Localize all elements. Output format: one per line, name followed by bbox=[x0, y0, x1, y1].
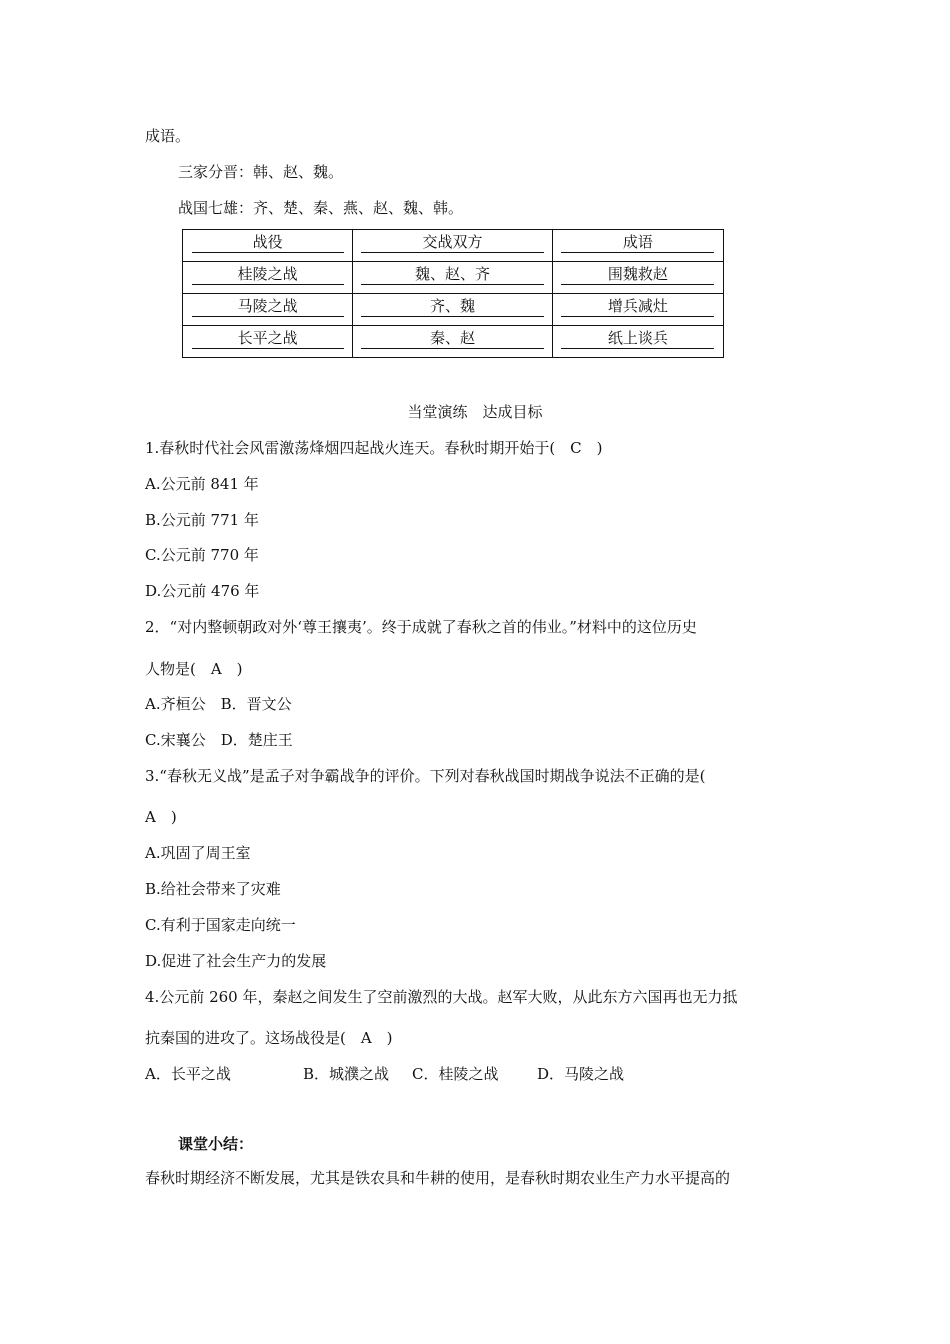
table-row bbox=[183, 326, 724, 358]
question-1-option-c: C.公元前 770 年 bbox=[145, 546, 259, 564]
header-battle: 战役 bbox=[192, 233, 344, 253]
question-1-option-a: A.公元前 841 年 bbox=[145, 475, 259, 493]
question-3-option-a: A.巩固了周王室 bbox=[145, 844, 251, 862]
table-header-row bbox=[183, 230, 724, 262]
battle-sides: 秦、赵 bbox=[361, 329, 544, 349]
question-4-option-b: B．城濮之战 bbox=[303, 1065, 390, 1083]
battle-sides: 齐、魏 bbox=[361, 297, 544, 317]
battle-idiom: 纸上谈兵 bbox=[561, 329, 714, 349]
table-header-cell bbox=[552, 230, 723, 262]
table-row bbox=[183, 294, 724, 326]
table-cell bbox=[552, 326, 723, 358]
question-2-options-row-1: A.齐桓公 B．晋文公 bbox=[145, 695, 292, 713]
table-cell bbox=[183, 294, 353, 326]
table-cell bbox=[552, 294, 723, 326]
question-2-stem-line-2: 人物是( A ) bbox=[145, 660, 243, 678]
summary-text: 春秋时期经济不断发展，尤其是铁农具和牛耕的使用，是春秋时期农业生产力水平提高的 bbox=[145, 1169, 731, 1187]
question-3-option-c: C.有利于国家走向统一 bbox=[145, 916, 296, 934]
question-4-option-d: D．马陵之战 bbox=[537, 1065, 625, 1083]
table-row bbox=[183, 262, 724, 294]
table-header-cell bbox=[183, 230, 353, 262]
intro-line: 成语。 bbox=[145, 127, 191, 145]
question-3-option-d: D.促进了社会生产力的发展 bbox=[145, 952, 327, 970]
question-3-option-b: B.给社会带来了灾难 bbox=[145, 880, 281, 898]
battle-name: 桂陵之战 bbox=[192, 265, 344, 285]
header-sides: 交战双方 bbox=[361, 233, 544, 253]
question-2-stem-line-1: 2．“对内整顿朝政对外‘尊王攘夷’。终于成就了春秋之首的伟业。”材料中的这位历史 bbox=[145, 618, 697, 636]
seven-states-text: 战国七雄：齐、楚、秦、燕、赵、魏、韩。 bbox=[178, 199, 464, 217]
table-cell bbox=[353, 294, 552, 326]
table-header-cell bbox=[353, 230, 552, 262]
battle-idiom: 围魏救赵 bbox=[561, 265, 714, 285]
question-4-option-c: C．桂陵之战 bbox=[412, 1065, 499, 1083]
header-idiom: 成语 bbox=[561, 233, 714, 253]
question-3-stem-line-1: 3.“春秋无义战”是孟子对争霸战争的评价。下列对春秋战国时期战争说法不正确的是( bbox=[145, 767, 706, 785]
question-1-stem: 1.春秋时代社会风雷激荡烽烟四起战火连天。春秋时期开始于( C ) bbox=[145, 439, 603, 457]
table-cell bbox=[183, 326, 353, 358]
question-3-stem-line-2: A ) bbox=[145, 808, 177, 826]
question-1-option-b: B.公元前 771 年 bbox=[145, 511, 259, 529]
summary-heading: 课堂小结： bbox=[178, 1135, 254, 1153]
table-cell bbox=[183, 262, 353, 294]
battle-name: 马陵之战 bbox=[192, 297, 344, 317]
table-cell bbox=[353, 326, 552, 358]
table-cell bbox=[552, 262, 723, 294]
battle-sides: 魏、赵、齐 bbox=[361, 265, 544, 285]
battle-idiom: 增兵减灶 bbox=[561, 297, 714, 317]
table-cell bbox=[353, 262, 552, 294]
question-4-option-a: A．长平之战 bbox=[145, 1065, 231, 1083]
battle-name: 长平之战 bbox=[192, 329, 344, 349]
three-families-text: 三家分晋：韩、赵、魏。 bbox=[178, 163, 344, 181]
question-2-options-row-2: C.宋襄公 D．楚庄王 bbox=[145, 731, 293, 749]
question-4-stem-line-1: 4.公元前 260 年，秦赵之间发生了空前激烈的大战。赵军大败，从此东方六国再也无力抵 bbox=[145, 988, 738, 1006]
question-4-stem-line-2: 抗秦国的进攻了。这场战役是( A ) bbox=[145, 1029, 393, 1047]
battle-table bbox=[182, 229, 724, 358]
section-title: 当堂演练 达成目标 bbox=[407, 403, 543, 421]
question-1-option-d: D.公元前 476 年 bbox=[145, 582, 260, 600]
question-4-options bbox=[145, 1064, 624, 1084]
